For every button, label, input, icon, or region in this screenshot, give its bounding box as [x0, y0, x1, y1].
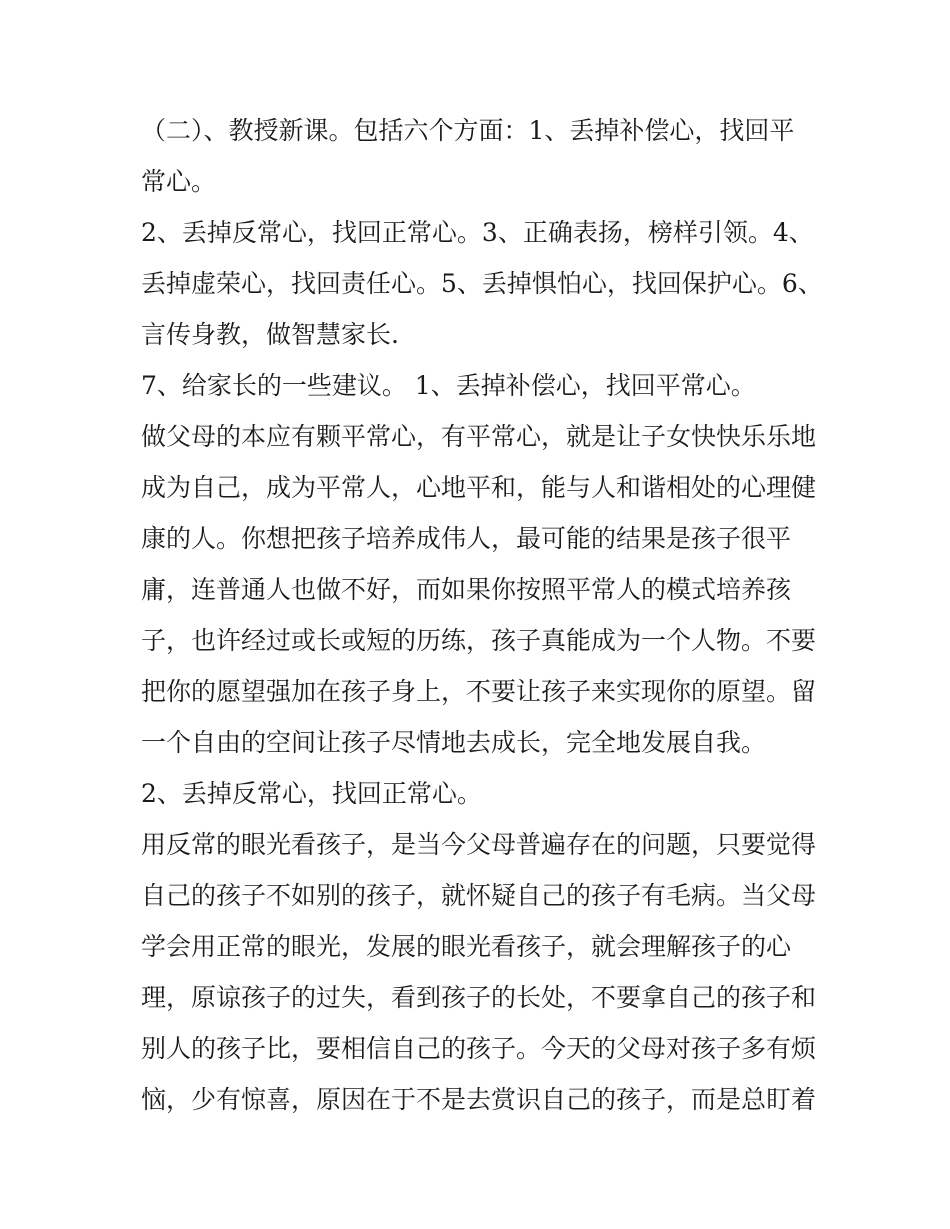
text-line: 做父母的本应有颗平常心，有平常心，就是让子女快快乐乐地: [141, 422, 817, 451]
text-line: 用反常的眼光看孩子，是当今父母普遍存在的问题，只要觉得: [141, 830, 817, 859]
text-line: 庸，连普通人也做不好，而如果你按照平常人的模式培养孩: [141, 575, 792, 604]
text-line: 理，原谅孩子的过失，看到孩子的长处，不要拿自己的孩子和: [141, 983, 817, 1012]
text-line: 言传身教，做智慧家长.: [141, 320, 399, 349]
text-line: 成为自己，成为平常人，心地平和，能与人和谐相处的心理健: [141, 473, 817, 502]
text-line: 康的人。你想把孩子培养成伟人，最可能的结果是孩子很平: [141, 524, 792, 553]
text-line: 别人的孩子比，要相信自己的孩子。今天的父母对孩子多有烦: [141, 1034, 817, 1063]
text-line: 常心。: [141, 167, 217, 196]
body-text: [141, 105, 821, 1125]
text-line: 子，也许经过或长或短的历练，孩子真能成为一个人物。不要: [141, 626, 817, 655]
text-line: 丢掉虚荣心，找回责任心。5、丢掉惧怕心，找回保护心。6、: [141, 269, 823, 298]
text-line: 自己的孩子不如别的孩子，就怀疑自己的孩子有毛病。当父母: [141, 881, 817, 910]
text-line: 一个自由的空间让孩子尽情地去成长，完全地发展自我。: [141, 728, 767, 757]
text-line: （二）、教授新课。包括六个方面：1、丢掉补偿心，找回平: [141, 116, 795, 145]
text-line: 7、给家长的一些建议。 1、丢掉补偿心，找回平常心。: [141, 371, 756, 400]
text-line: 2、丢掉反常心，找回正常心。3、正确表扬，榜样引领。4、: [141, 218, 814, 247]
text-line: 学会用正常的眼光，发展的眼光看孩子，就会理解孩子的心: [141, 932, 792, 961]
text-line: 把你的愿望强加在孩子身上，不要让孩子来实现你的原望。留: [141, 677, 817, 706]
text-line: 恼，少有惊喜，原因在于不是去赏识自己的孩子，而是总盯着: [141, 1085, 817, 1114]
text-line: 2、丢掉反常心，找回正常心。: [141, 779, 482, 808]
